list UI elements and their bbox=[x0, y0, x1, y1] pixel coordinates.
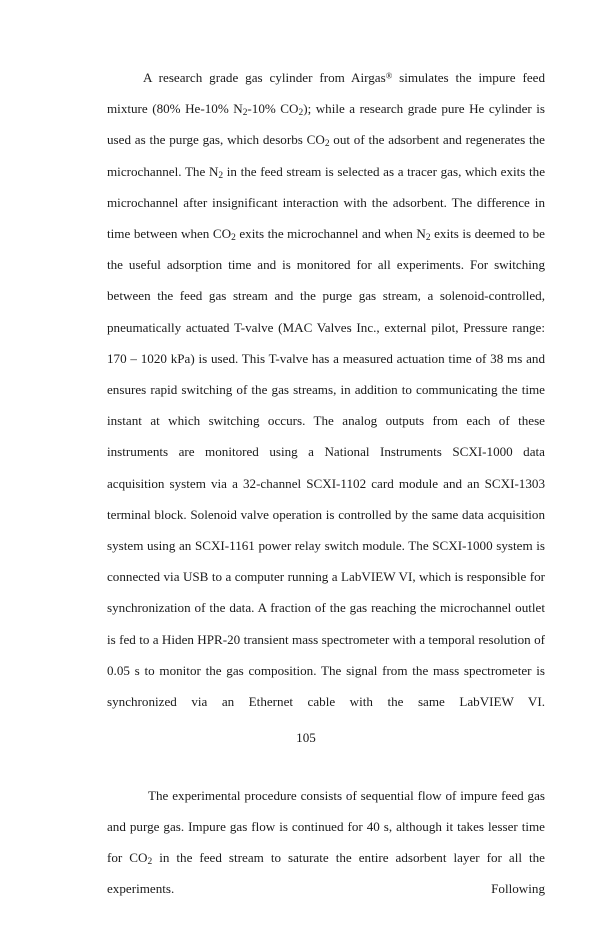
subscript: 2 bbox=[147, 857, 153, 868]
subscript: 2 bbox=[231, 233, 236, 244]
superscript: ® bbox=[385, 70, 393, 81]
subscript: 2 bbox=[425, 233, 431, 244]
body-text-column bbox=[107, 62, 545, 936]
subscript: 2 bbox=[218, 170, 224, 181]
subscript: 2 bbox=[324, 139, 330, 150]
subscript: 2 bbox=[298, 108, 304, 119]
page-number: 105 bbox=[296, 730, 316, 745]
paragraph-apparatus: A research grade gas cylinder from Airgas® simulates the impure feed mixture (80% He-10% $N_2-10\%$ $CO_2$); while a research grade pure He cylinder is used as the purge gas, which desorbs $CO_2$ out of the adsorbent and regenerates the microchannel. The $N_2$ in the feed stream is selected as a tracer gas, which exits the microchannel after insignificant interaction with the adsorbent. The difference in time between when $CO_2$ exits the microchannel and when $N_2$ exits is deemed to be the useful adsorption time and is monitored for all experiments. For switching between the feed gas stream and the purge gas stream, a solenoid-controlled, pneumatically actuated T-valve (MAC Valves Inc., external pilot, Pressure range: 170 – 1020 kPa) is used. This T-valve has a measured actuation time of 38 ms and ensures rapid switching of the gas streams, in addition to communicating the time instant at which switching occurs. The analog outputs from each of these instruments are monitored using a National Instruments SCXI-1000 data acquisition system via a 32-channel SCXI-1102 card module and an SCXI-1303 terminal block. Solenoid valve operation is controlled by the same data acquisition system using an SCXI-1161 power relay switch module. The SCXI-1000 system is connected via USB to a computer running a LabVIEW VI, which is responsible for synchronization of the data. A fraction of the gas reaching the microchannel outlet is fed to a Hiden HPR-20 transient mass spectrometer with a temporal resolution of 0.05 s to monitor the gas composition. The signal from the mass spectrometer is synchronized via an Ethernet cable with the same LabVIEW VI. bbox=[107, 70, 546, 710]
subscript: 2 bbox=[242, 108, 248, 119]
paragraph-procedure: The experimental procedure consists of sequential flow of impure feed gas and purge gas. Impure gas flow is continued for 40 s, although it takes lesser time for $CO_2$ in the feed stream to saturate the entire adsorbent layer for all the experiments. Following bbox=[107, 787, 545, 897]
